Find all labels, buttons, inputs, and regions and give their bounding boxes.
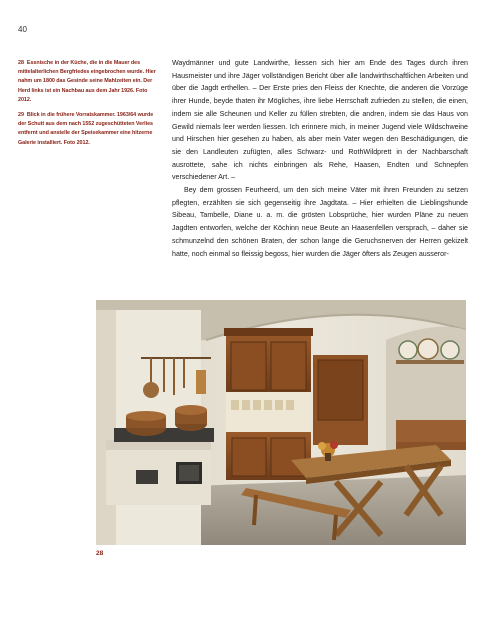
caption-text: Essnische in der Küche, die in die Mauer des mittelalterlichen Bergfriedes eingebrochen wurde. Hier nahm um 1800 das Gesinde seine Mahlzeiten ein. Der Herd links ist ein Nachbau aus dem Jahr 1926. Foto 2012. — [18, 60, 156, 103]
kitchen-illustration — [96, 300, 466, 545]
figure-number: 28 — [96, 550, 104, 557]
caption-text: Blick in die frühere Vorratskammer. 1963/64 wurde der Schutt aus dem nach 1552 zugeschütteten Verlies entfernt und anstelle der Speisekammer eine hitzerne Galerie installiert. Foto 2012. — [18, 112, 154, 146]
paragraph-2: Bey dem grossen Feurheerd, um den sich meine Väter mit ihren Freunden zu setzen pflegten, erzählten sie sich gegenseitig ihre Jagdtata. – Hier erhielten die Lieblingshunde Sibeau, Tambelle, Diane u. a. m. die grösten Lobsprüche, hier wurden Pläne zu neuen Jagdten entworfen, welche der Köchinn neue Beute an Haasenfellen versprach, – daher sie schmunzelnd den schönen Braten, der schon lange die Geruchsnerven der Herren gekizelt hatte, noch einmal so fleissig begoss, hier wurden die Jäger öfters als Zeugen ausseror- — [172, 186, 468, 258]
captions-column — [18, 59, 160, 154]
page-number: 40 — [18, 25, 27, 34]
kitchen-photo — [96, 300, 466, 545]
caption-29 — [18, 111, 160, 148]
caption-number: 28 — [18, 60, 24, 66]
caption-28 — [18, 59, 160, 105]
body-text — [172, 57, 468, 260]
caption-number: 29 — [18, 112, 24, 119]
paragraph-1: Waydmänner und gute Landwirthe, liessen sich hier am Ende des Tages durch ihren Hausmeister und ihre Jäger vollständigen Bericht über alle landwirthschaftlichen Arbeiten und über die Jagdt erthellen. – Der Erste pries den Fleiss der Knechte, die anderen die Vorzüge ihrer Hunde, beyde thaten ihr Mögliches, ihre liebe Herrschaft zufrieden zu stellen, die einen, indem sie alle Scheunen und Keller zu füllen strebten, die andren, indem sie das Haus von Gewild niemals leer werden liessen. Ich erinnere mich, in meiner Jugend viele Wildschweine und Hirschen hier gesehen zu haben, als aber mein Vater wegen den Beschädigungen, die sie den Landleuten zufügten, alles Schwarz- und RothWildprett in der Nachbarschaft ausrottete, sahe ich nichts einbringen als Rehe, Haasen, Endten und Schnepfen verschiedener Art. – — [172, 59, 468, 182]
